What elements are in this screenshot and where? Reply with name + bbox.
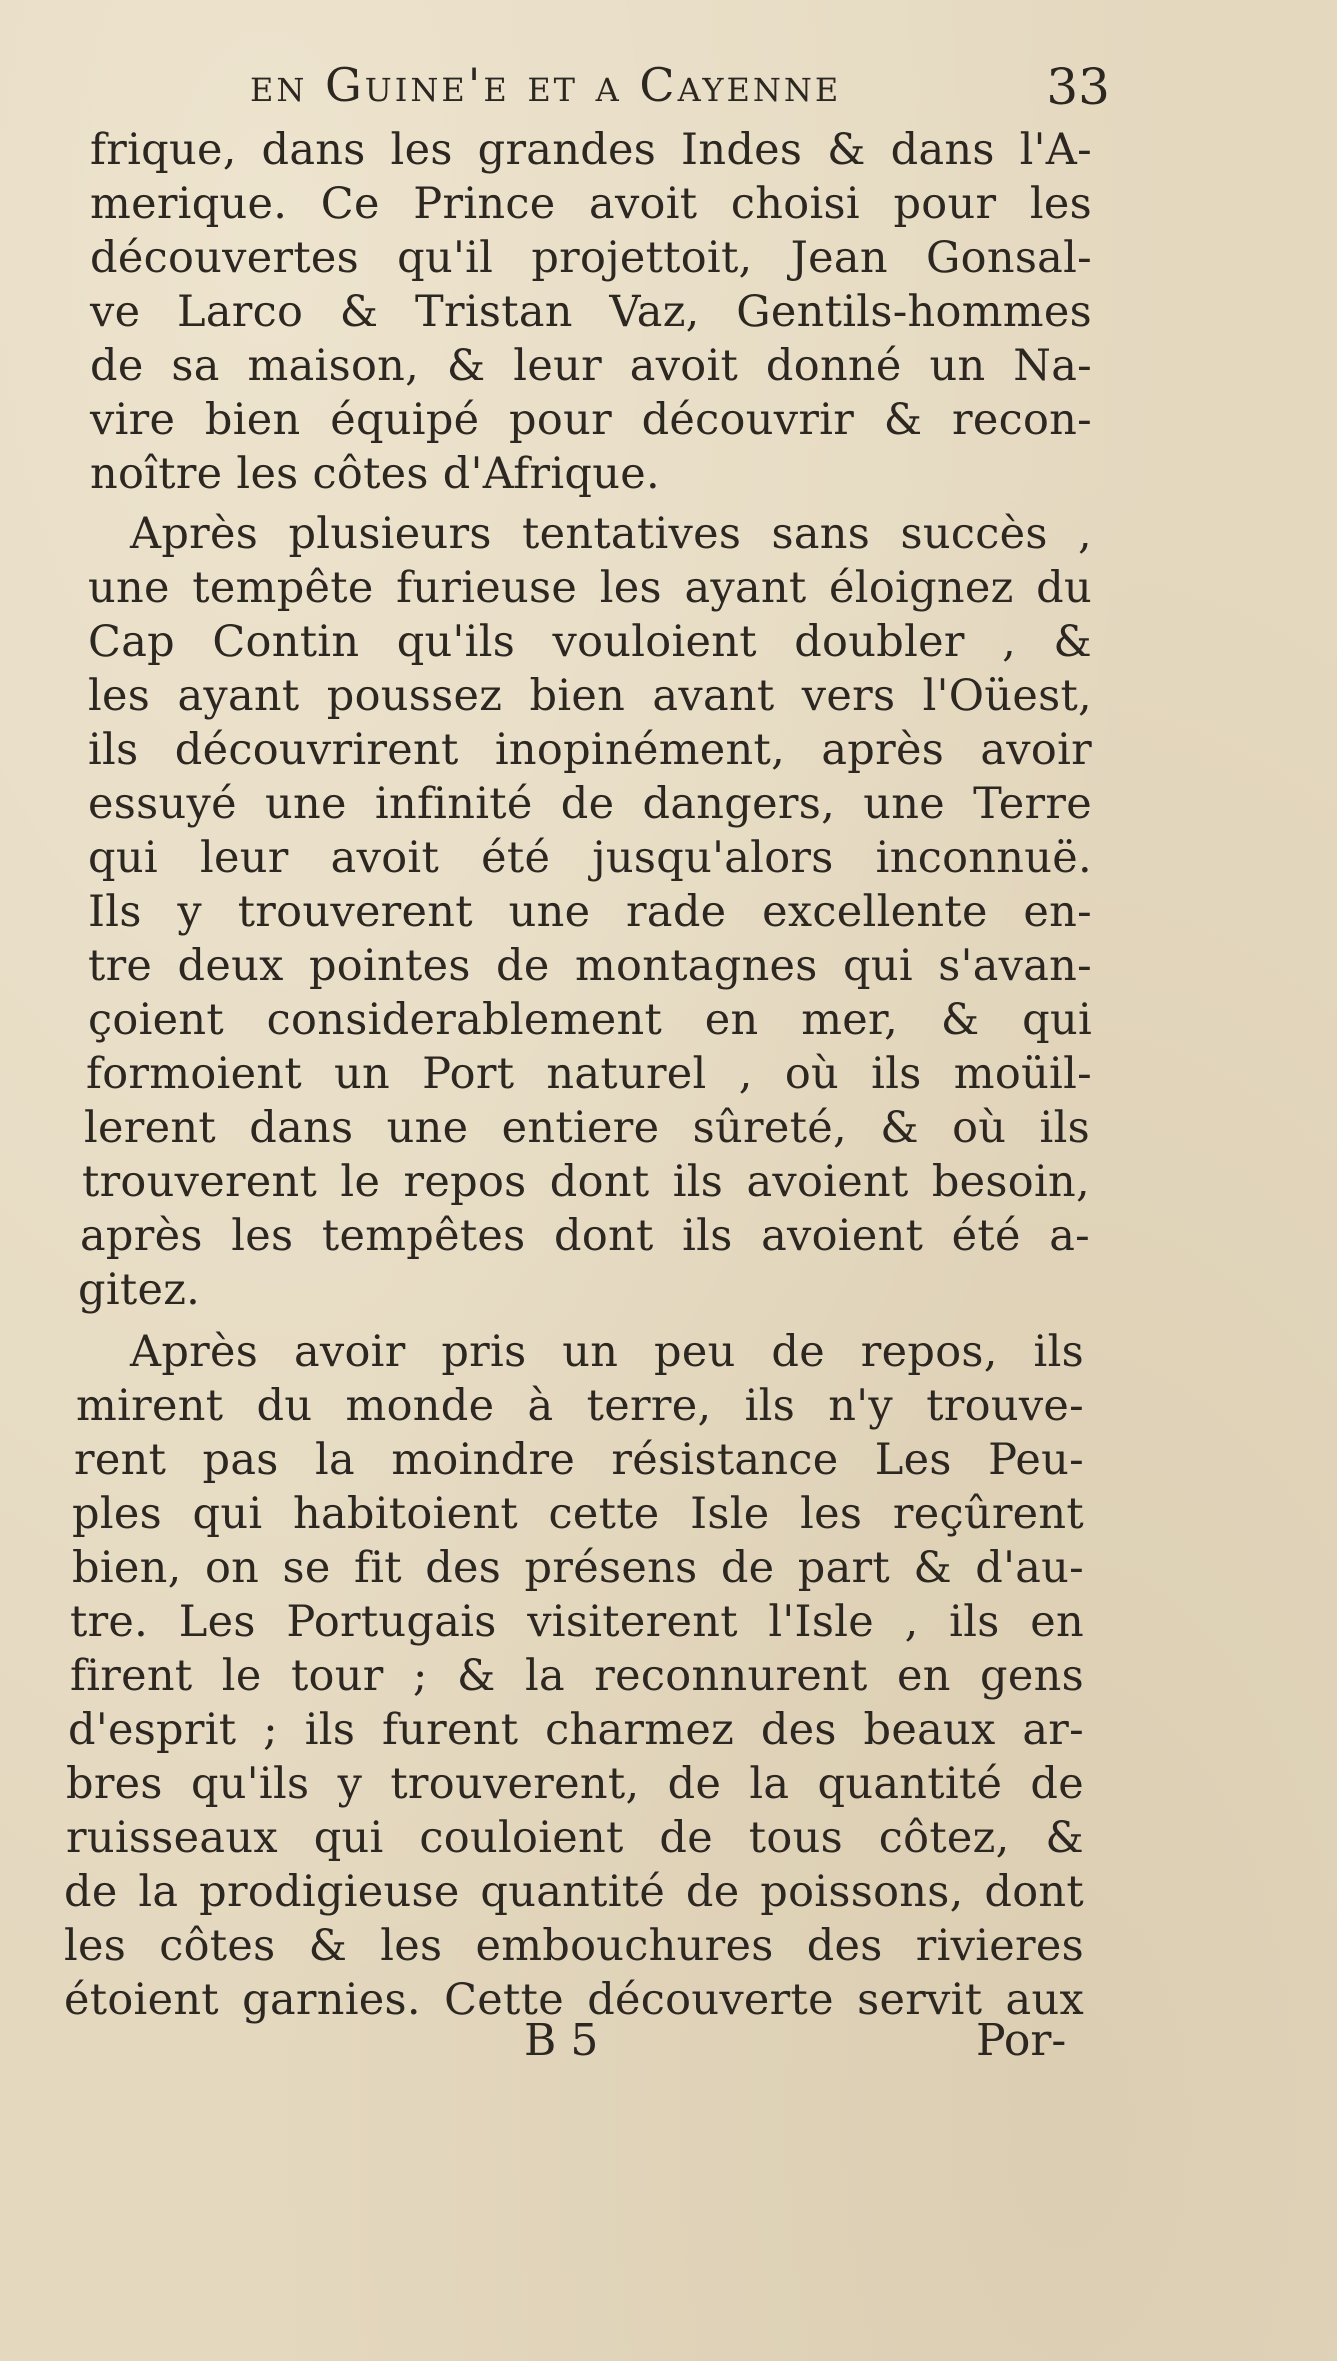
- text-line: vire bien équipé pour découvrir & recon-: [90, 395, 1092, 445]
- text-line: Cap Contin qu'ils vouloient doubler , &: [88, 617, 1092, 667]
- text-line: de sa maison, & leur avoit donné un Na-: [90, 341, 1092, 391]
- text-line: ve Larco & Tristan Vaz, Gentils-hommes: [90, 287, 1092, 337]
- text-line: ples qui habitoient cette Isle les reçûrent: [72, 1489, 1084, 1539]
- text-line: essuyé une infinité de dangers, une Terre: [88, 779, 1092, 829]
- text-line: Ils y trouverent une rade excellente en-: [88, 887, 1092, 937]
- text-line: ruisseaux qui couloient de tous côtez, &: [66, 1813, 1084, 1863]
- text-line: Après avoir pris un peu de repos, ils: [130, 1327, 1084, 1377]
- text-line: une tempête furieuse les ayant éloignez du: [88, 563, 1092, 613]
- text-line: merique. Ce Prince avoit choisi pour les: [90, 179, 1092, 229]
- text-line: mirent du monde à terre, ils n'y trouve-: [76, 1381, 1084, 1431]
- text-line: de la prodigieuse quantité de poissons, dont: [64, 1867, 1084, 1917]
- text-line: trouverent le repos dont ils avoient besoin,: [82, 1157, 1090, 1207]
- text-line: les côtes & les embouchures des rivieres: [64, 1921, 1084, 1971]
- text-line: après les tempêtes dont ils avoient été a-: [80, 1211, 1090, 1261]
- text-line: Après plusieurs tentatives sans succès ,: [130, 509, 1092, 559]
- text-line: ils découvrirent inopinément, après avoir: [88, 725, 1092, 775]
- text-line: étoient garnies. Cette découverte servit aux: [64, 1975, 1084, 2025]
- catchword: Por-: [976, 2015, 1067, 2066]
- text-line: frique, dans les grandes Indes & dans l'A-: [90, 125, 1092, 175]
- text-line: rent pas la moindre résistance Les Peu-: [74, 1435, 1084, 1485]
- page-number: 33: [1046, 58, 1110, 116]
- text-line: qui leur avoit été jusqu'alors inconnuë.: [88, 833, 1092, 883]
- text-line: lerent dans une entiere sûreté, & où ils: [84, 1103, 1090, 1153]
- running-head: [80, 58, 1110, 128]
- running-title: en Guine'e et a Cayenne: [250, 58, 842, 112]
- text-line: bres qu'ils y trouverent, de la quantité de: [66, 1759, 1084, 1809]
- text-line: tre. Les Portugais visiterent l'Isle , ils en: [70, 1597, 1084, 1647]
- text-line: d'esprit ; ils furent charmez des beaux ar-: [68, 1705, 1084, 1755]
- page-footer: [0, 2015, 1337, 2085]
- text-line: firent le tour ; & la reconnurent en gens: [70, 1651, 1084, 1701]
- text-line: gitez.: [78, 1265, 201, 1315]
- text-line: çoient considerablement en mer, & qui: [88, 995, 1092, 1045]
- text-line: noître les côtes d'Afrique.: [90, 449, 660, 499]
- signature-mark: B 5: [524, 2015, 599, 2066]
- text-line: tre deux pointes de montagnes qui s'avan-: [88, 941, 1092, 991]
- text-line: les ayant poussez bien avant vers l'Oüest,: [88, 671, 1092, 721]
- text-line: formoient un Port naturel , où ils moüil-: [86, 1049, 1092, 1099]
- text-line: bien, on se fit des présens de part & d'au-: [72, 1543, 1084, 1593]
- text-line: découvertes qu'il projettoit, Jean Gonsal-: [90, 233, 1092, 283]
